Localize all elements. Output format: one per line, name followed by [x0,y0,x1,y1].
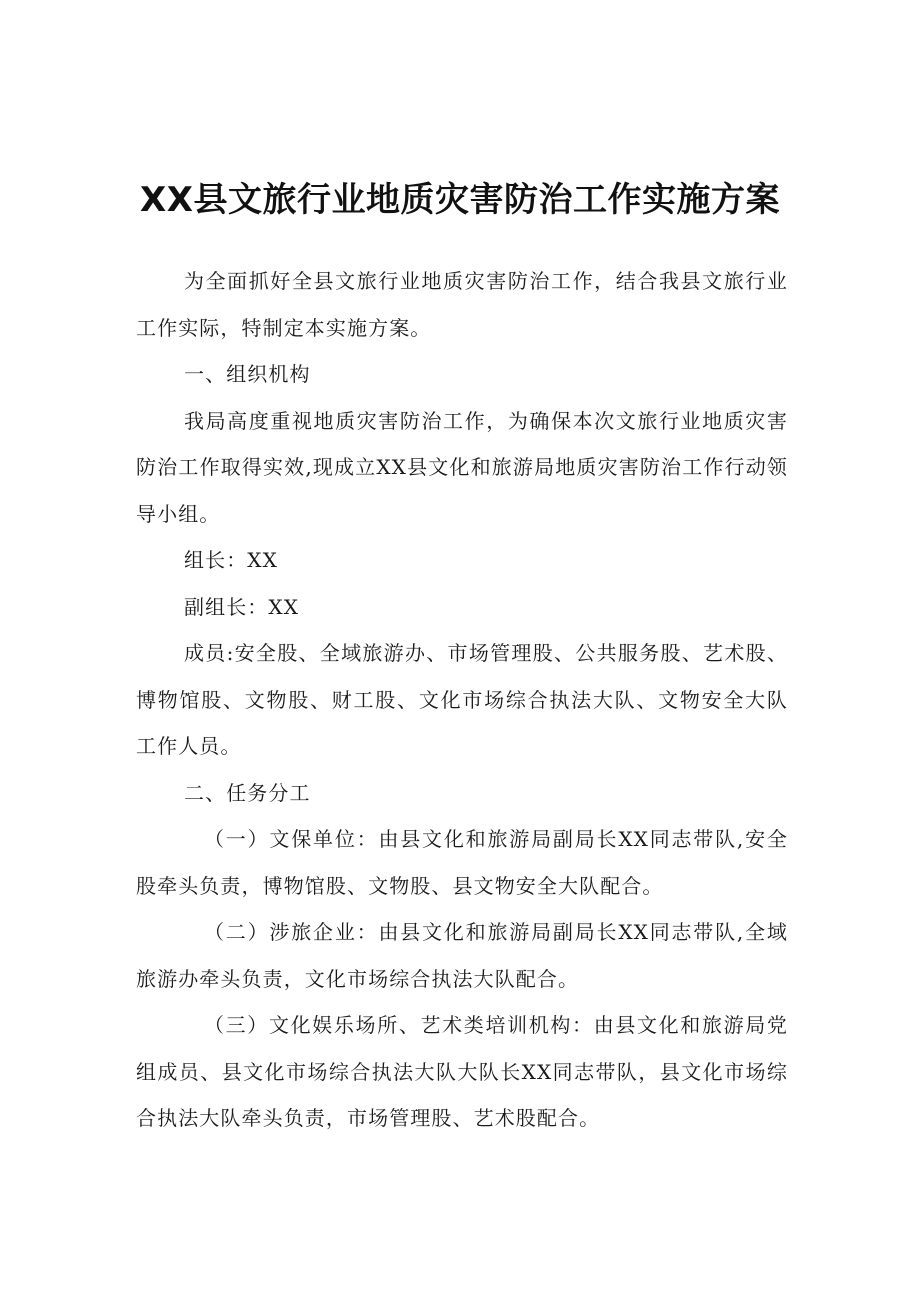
task-item-1: （一）文保单位：由县文化和旅游局副局长XX同志带队,安全股牵头负责，博物馆股、文物股、县文物安全大队配合。 [136,827,788,898]
group-leader-line: 组长：XX [184,548,278,572]
deputy-leader-line: 副组长：XX [184,594,300,619]
section-heading-tasks: 二、任务分工 [184,780,311,805]
task-item-3: （三）文化娱乐场所、艺术类培训机构：由县文化和旅游局党组成员、县文化市场综合执法大队大队长XX同志带队，县文化市场综合执法大队牵头负责，市场管理股、艺术股配合。 [136,1013,788,1130]
task-item-2: （二）涉旅企业：由县文化和旅游局副局长XX同志带队,全域旅游办牵头负责，文化市场综合执法大队配合。 [136,920,788,991]
document-body [136,258,788,1142]
paragraph-intro: 为全面抓好全县文旅行业地质灾害防治工作，结合我县文旅行业工作实际，特制定本实施方案。 [136,269,788,340]
section-heading-organization: 一、组织机构 [184,362,311,386]
members-paragraph: 成员:安全股、全域旅游办、市场管理股、公共服务股、艺术股、博物馆股、文物股、财工股、文化市场综合执法大队、文物安全大队工作人员。 [136,641,788,758]
document-title: XX县文旅行业地质灾害防治工作实施方案 [140,180,780,220]
paragraph-leading-group: 我局高度重视地质灾害防治工作，为确保本次文旅行业地质灾害防治工作取得实效,现成立XX县文化和旅游局地质灾害防治工作行动领导小组。 [136,408,788,526]
